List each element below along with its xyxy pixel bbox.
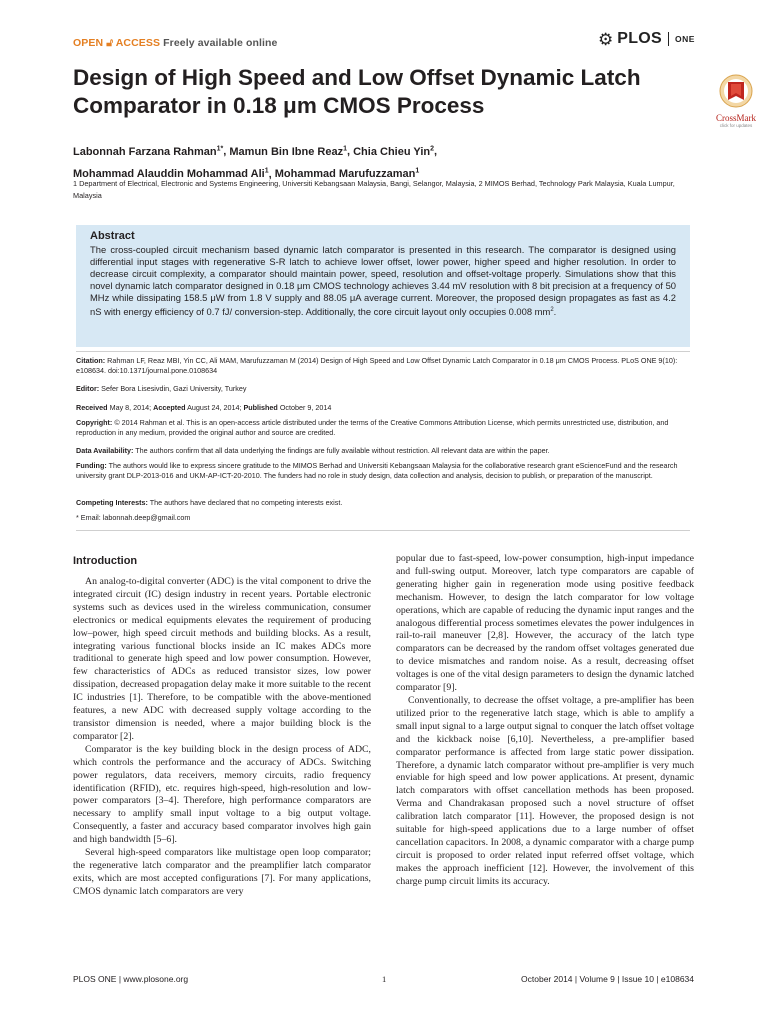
funding: Funding: The authors would like to express sincere gratitude to the MIMOS Berhad and Universiti Kebangsaan Malaysia for the collaborative research grant eScienceFund and the research university grant DLP-2013-016 and UKM-AP-ICT-20-2010. The funders had no role in study design, data collection and analysis, decision to publish, or preparation of the manuscript. (76, 461, 678, 481)
access-label: ACCESS (115, 37, 161, 49)
metadata-divider-top (76, 351, 690, 352)
crossmark-badge[interactable] (706, 74, 766, 128)
open-access-lock-icon: 🔓︎ (106, 37, 114, 49)
plos-logo-one: ONE (675, 34, 695, 44)
crossmark-label: CrossMark (716, 113, 756, 123)
citation: Citation: Rahman LF, Reaz MBI, Yin CC, Ali MAM, Marufuzzaman M (2014) Design of High Speed and Low Offset Dynamic Latch Comparator in 0.18 μm CMOS Process. PLoS ONE 9(10): e108634. doi:10.1371/journal.pone.0108634 (76, 356, 678, 376)
author-3[interactable]: Chia Chieu Yin$^2$ (353, 145, 435, 158)
dates: Received May 8, 2014; Accepted August 24, 2014; Published October 9, 2014 (76, 403, 332, 412)
body-paragraph: popular due to fast-speed, low-power consumption, high-input impedance and full-swing output. Moreover, latch type comparators are capable of generating higher gain in regeneration mode using positive feedback mechanism. However, to design the latch comparator for low voltage operations, which are capable of reducing the dynamic input ranges and the analogous differential process sometimes elevates the power indulgences in rail-to-rail maneuver [2,8]. However, the accuracy of the latch type comparators can be decreased by the random offset voltages generated due to device mismatches and random noise. As a result, decreasing offset voltages is one of the vital design parameters to design the dynamic latched comparator [9]. (396, 553, 694, 694)
crossmark-sublabel: click for updates (719, 123, 753, 128)
body-paragraph: Comparator is the key building block in the design process of ADC, which controls the performance and the accuracy of ADCs. Switching power regulators, data receivers, memory circuits, radio frequency identification (RFID), etc. requires high-speed, high-resolution and low-power comparators [3–4]. Therefore, high performance comparators are necessary to amplify small input voltage to a big output voltage. Consequently, a faster and accuracy based comparator involves high gain and high bandwidth [5–6]. (73, 743, 371, 846)
copyright: Copyright: © 2014 Rahman et al. This is an open-access article distributed under the terms of the Creative Commons Attribution License, which permits unrestricted use, distribution, and reproduction in any medium, provided the original author and source are credited. (76, 418, 669, 438)
corresponding-email[interactable]: * Email: labonnah.deep@gmail.com (76, 513, 191, 522)
abstract-text: The cross-coupled circuit mechanism based dynamic latch comparator is presented in this research. The comparator is designed using differential input stages with regenerative S-R latch to achieve lower offset, lower power, higher speed and higher resolution. In order to decrease circuit complexity, a comparator should maintain power, speed, resolution and offset-voltage properly. Simulations show that this novel dynamic latch comparator designed in 0.18 μm CMOS technology achieves 3.44 mV resolution with 8 bit precision at a frequency of 50 MHz while dissipating 158.5 μW from 1.8 V supply and 88.05 μA average current. Moreover, the proposed design propagates as fast as 4.2 nS with energy efficiency of 0.7 fJ/ conversion-step. Additionally, the core circuit layout only occupies 0.008 $mm^2$. (90, 244, 676, 318)
metadata-divider-bottom (76, 530, 690, 531)
body-paragraph: An analog-to-digital converter (ADC) is the vital component to drive the integrated circuit (IC) design industry in recent years. Portable electronic systems such as devices used in the wireless communication, consumer electronics or medical equipments elevates the requirement of producing low–power, high speed circuit methods and building blocks. As a result, integrating various functional blocks inside an IC makes ADCs more traditional to generate high speed and low power consumption. However, few characteristics of ADCs as reduced transistor sizes, low power dissipation, decreased propagation delay make it more suitable to the recent IC industries [1]. Therefore, to be compatible with the above-mentioned features, a new ADC with decreased supply voltage according to the transistor dimension is needed, where a major building block is the comparator [2]. (73, 576, 371, 742)
introduction-heading: Introduction (73, 555, 138, 567)
author-1[interactable]: Labonnah Farzana Rahman$^{1*}$ (73, 145, 224, 158)
author-list: Labonnah Farzana Rahman$^{1*}$, Mamun Bin Ibne Reaz$^1$, Chia Chieu Yin$^2$, Mohammad Alauddin Mohammad Ali$^1$, Mohammad Marufuzzaman$^1$ (73, 145, 438, 181)
author-5[interactable]: Mohammad Marufuzzaman$^1$ (274, 167, 420, 181)
author-4[interactable]: Mohammad Alauddin Mohammad Ali$^1$ (73, 167, 269, 181)
crossmark-icon (719, 74, 753, 112)
editor: Editor: Sefer Bora Lisesivdin, Gazi University, Turkey (76, 384, 247, 393)
footer-issue: October 2014 | Volume 9 | Issue 10 | e108634 (521, 974, 694, 984)
plos-gear-icon: ⚙ (598, 29, 614, 49)
abstract-box (76, 225, 690, 347)
open-label: OPEN (73, 37, 104, 49)
body-left-column (73, 554, 371, 899)
abstract-heading: Abstract (90, 230, 135, 242)
page-number: 1 (382, 974, 387, 984)
body-right-column (396, 553, 694, 889)
footer-journal[interactable]: PLOS ONE | www.plosone.org (73, 974, 189, 984)
body-paragraph: Conventionally, to decrease the offset voltage, a pre-amplifier has been utilized prior to the regenerative latch stage, which is able to amplify a small input signal to a large output signal to conquer the latch offset voltage and the kickback noise [6,10]. Nevertheless, a pre-amplifier based comparator performance is affected from large static power dissipation. Therefore, a dynamic latch comparator without pre-amplifier is very much enviable for high speed and low power applications. At present, dynamic latch comparators with offset cancellation methods has been proposed. Verma and Chandrakasan proposed such a novel structure of offset calibration latch comparator [11]. However, the proposed design is not suitable for high-speed applications due to a large number of offset cancellation capacitors. In 2008, a dynamic comparator with a charge pump circuit is proposed to order related input referred offset voltage, which makes the approach inefficient [12]. However, the involvement of this charge pump circuit limits its accuracy. (396, 694, 694, 887)
competing-interests: Competing Interests: The authors have declared that no competing interests exist. (76, 498, 343, 507)
article-title: Design of High Speed and Low Offset Dynamic Latch Comparator in 0.18 μm CMOS Process (73, 65, 641, 118)
body-paragraph: Several high-speed comparators like multistage open loop comparator; the regenerative latch comparator and the preamplifier latch comparator exits, which are most accepted configurations [7]. For many applications, CMOS dynamic latch comparators are very (73, 847, 371, 897)
plos-logo-word: PLOS (617, 30, 663, 47)
freely-available-label: Freely available online (163, 37, 278, 49)
affiliations: 1 Department of Electrical, Electronic and Systems Engineering, Universiti Kebangsaan Malaysia, Bangi, Selangor, Malaysia, 2 MIMOS Berhad, Technology Park Malaysia, Kuala Lumpur, Malaysia (73, 179, 675, 200)
plos-one-logo[interactable] (598, 30, 695, 48)
data-availability: Data Availability: The authors confirm that all data underlying the findings are fully available without restriction. All relevant data are within the paper. (76, 446, 550, 455)
author-2[interactable]: Mamun Bin Ibne Reaz$^1$ (229, 145, 347, 158)
open-access-banner (73, 37, 278, 50)
logo-divider (668, 32, 669, 46)
